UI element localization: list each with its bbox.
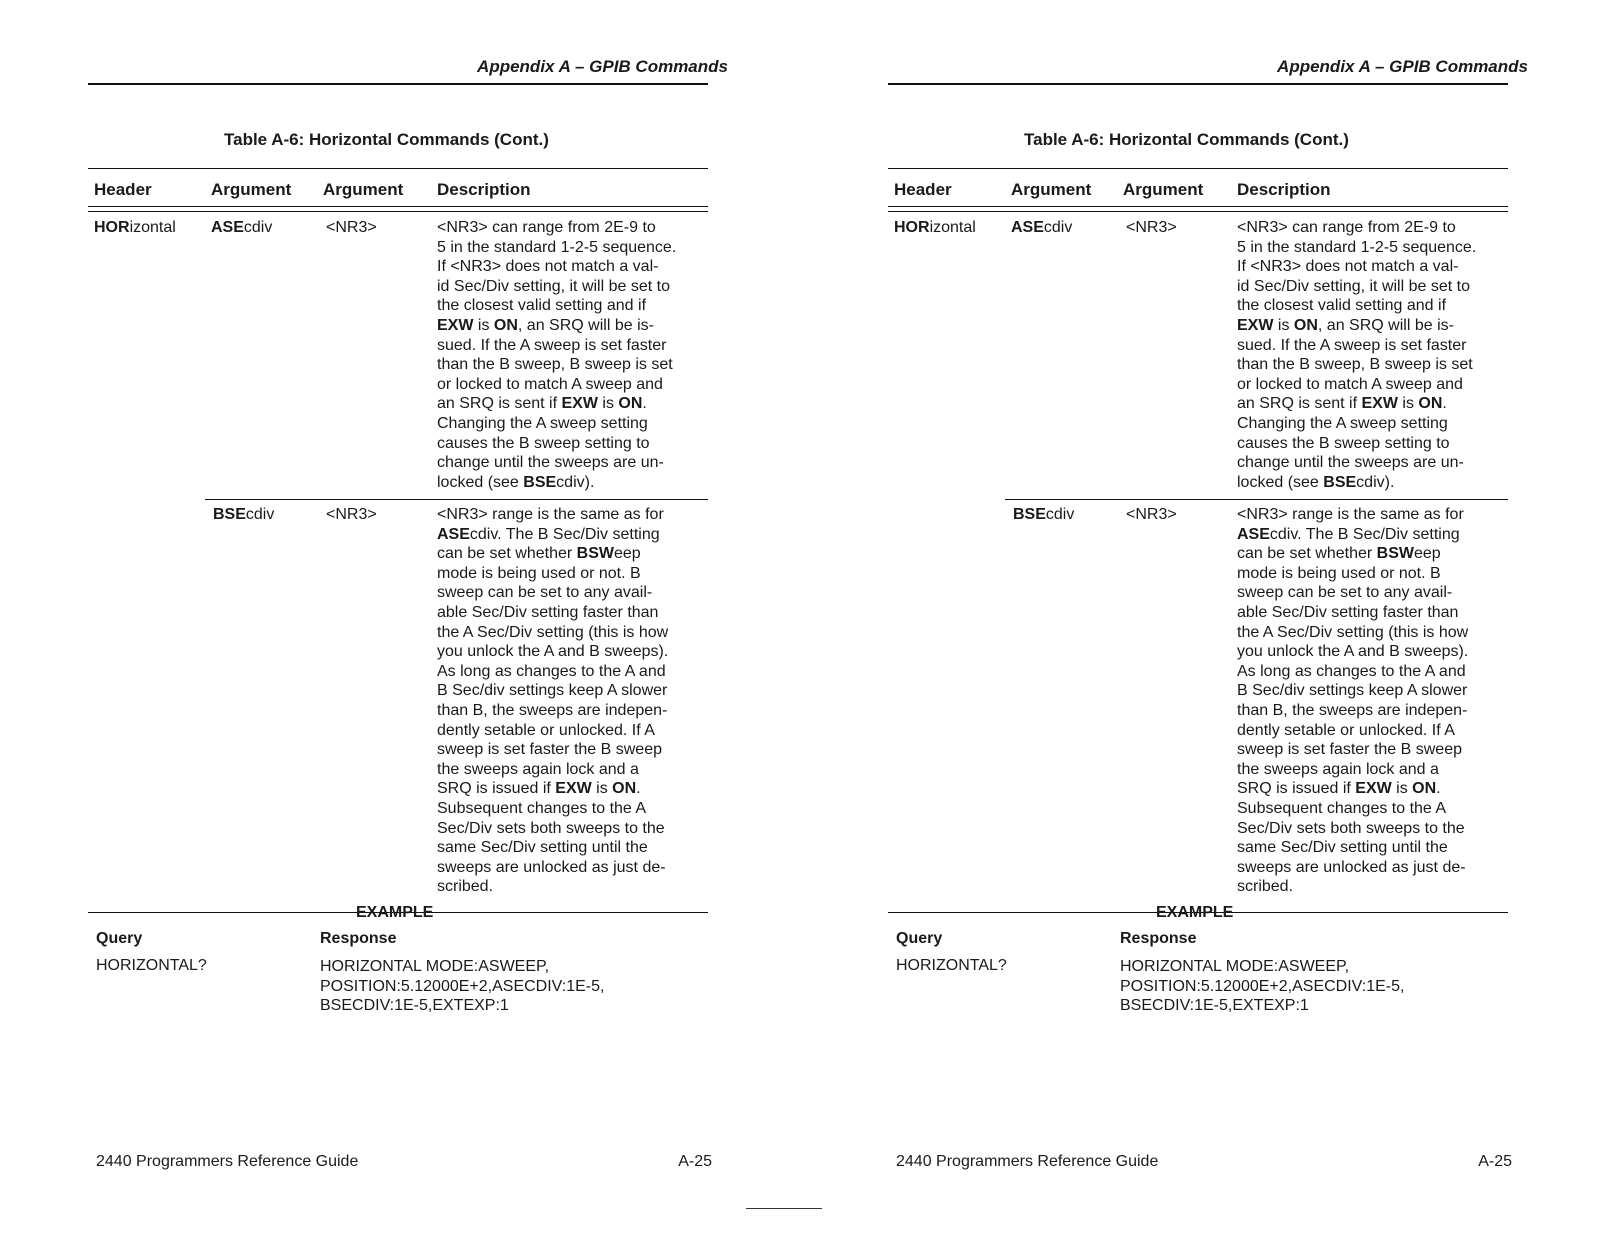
response-value — [320, 957, 604, 1016]
description-line: than the B sweep, B sweep is set — [437, 356, 673, 374]
column-header-description: Description — [1237, 180, 1331, 199]
description-line: Sec/Div sets both sweeps to the — [1237, 819, 1465, 837]
description-line: dently setable or unlocked. If A — [1237, 721, 1455, 739]
example-label: EXAMPLE — [1156, 904, 1234, 921]
example-label: EXAMPLE — [356, 904, 434, 921]
left-page — [88, 0, 728, 1237]
description-line: If <NR3> does not match a val- — [1237, 258, 1459, 276]
description-line: <NR3> range is the same as for — [437, 506, 664, 523]
description-line: 5 in the standard 1-2-5 sequence. — [437, 238, 677, 256]
description-line: sued. If the A sweep is set faster — [1237, 336, 1467, 354]
row2-description — [1237, 505, 1509, 897]
header-double-rule-1 — [88, 206, 708, 207]
description-line: Sec/Div sets both sweeps to the — [437, 819, 665, 837]
table-caption: Table A-6: Horizontal Commands (Cont.) — [1024, 130, 1349, 149]
description-line: you unlock the A and B sweeps). — [437, 643, 669, 661]
description-line: than B, the sweeps are indepen- — [1237, 701, 1468, 719]
column-header-argument-1: Argument — [1011, 180, 1092, 199]
header-rule — [88, 83, 708, 85]
description-line: sweep is set faster the B sweep — [1237, 741, 1462, 759]
description-line: sweeps are unlocked as just de- — [437, 858, 666, 876]
row2-description — [437, 505, 709, 897]
description-line: sweep can be set to any avail- — [1237, 584, 1453, 602]
description-line: EXW is ON, an SRQ will be is- — [437, 316, 654, 334]
description-line: the sweeps again lock and a — [1237, 760, 1439, 778]
query-label: Query — [96, 930, 143, 947]
description-line: Subsequent changes to the A — [1237, 799, 1447, 817]
description-line: you unlock the A and B sweeps). — [1237, 643, 1469, 661]
description-line: EXW is ON, an SRQ will be is- — [1237, 316, 1454, 334]
description-line: <NR3> can range from 2E-9 to — [1237, 219, 1456, 236]
column-header-description: Description — [437, 180, 531, 199]
query-value: HORIZONTAL? — [96, 957, 207, 974]
response-line: POSITION:5.12000E+2,ASECDIV:1E-5, — [320, 977, 605, 995]
row1-argument-cell: ASEcdiv — [211, 219, 273, 236]
description-line: can be set whether BSWeep — [1237, 545, 1441, 563]
response-label: Response — [1120, 930, 1197, 947]
description-line: locked (see BSEcdiv). — [1237, 473, 1395, 491]
description-line: sweep can be set to any avail- — [437, 584, 653, 602]
row2-argument-value: <NR3> — [326, 506, 377, 523]
description-line: locked (see BSEcdiv). — [437, 473, 595, 491]
description-line: As long as changes to the A and — [1237, 662, 1466, 680]
description-line: the closest valid setting and if — [1237, 297, 1447, 315]
query-value: HORIZONTAL? — [896, 957, 1007, 974]
description-line: than B, the sweeps are indepen- — [437, 701, 668, 719]
response-line: BSECDIV:1E-5,EXTEXP:1 — [1120, 997, 1309, 1015]
running-header: Appendix A – GPIB Commands — [477, 57, 728, 76]
description-line: Changing the A sweep setting — [437, 414, 648, 432]
description-line: the A Sec/Div setting (this is how — [1237, 623, 1469, 641]
row1-argument-value: <NR3> — [326, 219, 377, 236]
description-line: ASEcdiv. The B Sec/Div setting — [1237, 525, 1460, 543]
table-caption: Table A-6: Horizontal Commands (Cont.) — [224, 130, 549, 149]
footer-title: 2440 Programmers Reference Guide — [96, 1153, 359, 1170]
description-line: or locked to match A sweep and — [1237, 375, 1463, 393]
row1-argument-cell: ASEcdiv — [1011, 219, 1073, 236]
column-header-argument-1: Argument — [211, 180, 292, 199]
row2-argument-cell: BSEcdiv — [213, 506, 275, 523]
description-line: mode is being used or not. B — [1237, 564, 1441, 582]
description-line: than the B sweep, B sweep is set — [1237, 356, 1473, 374]
description-line: able Sec/Div setting faster than — [437, 603, 659, 621]
description-line: same Sec/Div setting until the — [437, 839, 648, 857]
description-line: sued. If the A sweep is set faster — [437, 336, 667, 354]
description-line: scribed. — [437, 878, 494, 896]
column-header-header: Header — [894, 180, 952, 199]
header-double-rule-2 — [888, 211, 1508, 212]
table-top-rule — [888, 168, 1508, 169]
description-line: or locked to match A sweep and — [437, 375, 663, 393]
description-line: sweeps are unlocked as just de- — [1237, 858, 1466, 876]
description-line: sweep is set faster the B sweep — [437, 741, 662, 759]
footer-page-number: A-25 — [678, 1153, 712, 1170]
description-line: scribed. — [1237, 878, 1294, 896]
row1-description — [1237, 218, 1509, 492]
description-line: same Sec/Div setting until the — [1237, 839, 1448, 857]
description-line: mode is being used or not. B — [437, 564, 641, 582]
description-line: the sweeps again lock and a — [437, 760, 639, 778]
right-page — [888, 0, 1528, 1237]
description-line: B Sec/div settings keep A slower — [437, 682, 668, 700]
row2-argument-cell: BSEcdiv — [1013, 506, 1075, 523]
description-line: <NR3> can range from 2E-9 to — [437, 219, 656, 236]
response-line: HORIZONTAL MODE:ASWEEP, — [320, 958, 550, 975]
running-header: Appendix A – GPIB Commands — [1277, 57, 1528, 76]
column-header-argument-2: Argument — [1123, 180, 1204, 199]
response-line: BSECDIV:1E-5,EXTEXP:1 — [320, 997, 509, 1015]
description-line: an SRQ is sent if EXW is ON. — [1237, 395, 1447, 413]
response-line: POSITION:5.12000E+2,ASECDIV:1E-5, — [1120, 977, 1405, 995]
description-line: Changing the A sweep setting — [1237, 414, 1448, 432]
row2-argument-value: <NR3> — [1126, 506, 1177, 523]
table-top-rule — [88, 168, 708, 169]
description-line: As long as changes to the A and — [437, 662, 666, 680]
description-line: SRQ is issued if EXW is ON. — [1237, 780, 1441, 798]
description-line: change until the sweeps are un- — [1237, 454, 1464, 472]
header-rule — [888, 83, 1508, 85]
query-label: Query — [896, 930, 943, 947]
description-line: can be set whether BSWeep — [437, 545, 641, 563]
description-line: SRQ is issued if EXW is ON. — [437, 780, 641, 798]
description-line: ASEcdiv. The B Sec/Div setting — [437, 525, 660, 543]
description-line: Subsequent changes to the A — [437, 799, 647, 817]
response-line: HORIZONTAL MODE:ASWEEP, — [1120, 958, 1350, 975]
row1-description — [437, 218, 709, 492]
header-double-rule-2 — [88, 211, 708, 212]
row1-header-cell: HORizontal — [894, 219, 976, 236]
footer-title: 2440 Programmers Reference Guide — [896, 1153, 1159, 1170]
description-line: dently setable or unlocked. If A — [437, 721, 655, 739]
footer-page-number: A-25 — [1478, 1153, 1512, 1170]
column-header-argument-2: Argument — [323, 180, 404, 199]
description-line: the A Sec/Div setting (this is how — [437, 623, 669, 641]
description-line: 5 in the standard 1-2-5 sequence. — [1237, 238, 1477, 256]
row-divider-rule — [205, 499, 708, 500]
description-line: causes the B sweep setting to — [1237, 434, 1450, 452]
description-line: an SRQ is sent if EXW is ON. — [437, 395, 647, 413]
description-line: causes the B sweep setting to — [437, 434, 650, 452]
gutter-mark — [746, 1208, 822, 1209]
description-line: able Sec/Div setting faster than — [1237, 603, 1459, 621]
column-header-header: Header — [94, 180, 152, 199]
response-label: Response — [320, 930, 397, 947]
description-line: change until the sweeps are un- — [437, 454, 664, 472]
description-line: <NR3> range is the same as for — [1237, 506, 1464, 523]
header-double-rule-1 — [888, 206, 1508, 207]
row1-argument-value: <NR3> — [1126, 219, 1177, 236]
response-value — [1120, 957, 1404, 1016]
row-divider-rule — [1005, 499, 1508, 500]
description-line: id Sec/Div setting, it will be set to — [1237, 277, 1470, 295]
description-line: the closest valid setting and if — [437, 297, 647, 315]
description-line: B Sec/div settings keep A slower — [1237, 682, 1468, 700]
description-line: id Sec/Div setting, it will be set to — [437, 277, 670, 295]
row1-header-cell: HORizontal — [94, 219, 176, 236]
description-line: If <NR3> does not match a val- — [437, 258, 659, 276]
